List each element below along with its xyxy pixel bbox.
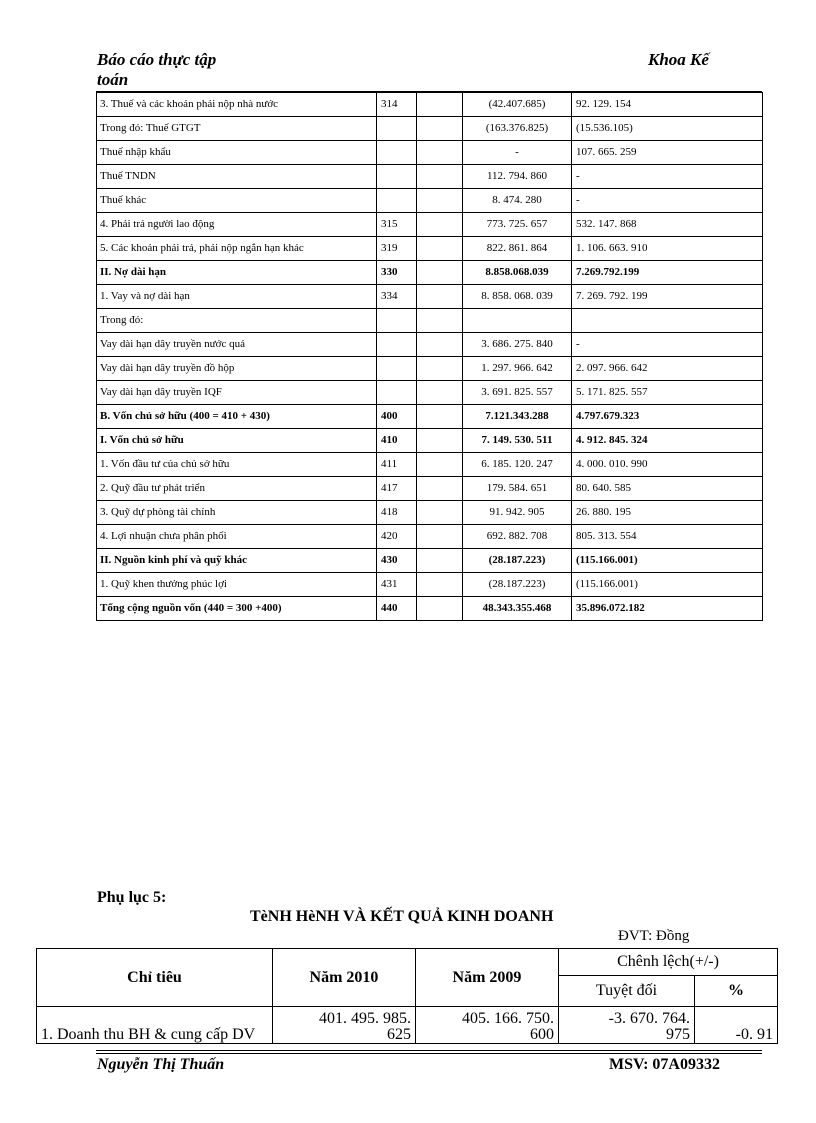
row-value-2009-a: 405. 166. 750.: [462, 1010, 554, 1027]
row-value-2010: [463, 309, 572, 333]
header-difference: Chênh lệch(+/-): [559, 949, 778, 976]
row-value-2009-b: 600: [530, 1026, 554, 1043]
row-code: 430: [377, 549, 417, 573]
business-results-table: [36, 948, 778, 1044]
row-note: [417, 405, 463, 429]
row-code: [377, 309, 417, 333]
table-row: [97, 597, 763, 621]
table-row: [97, 525, 763, 549]
row-value-2010-a: 401. 495. 985.: [319, 1010, 411, 1027]
row-value-2010: 7.121.343.288: [463, 405, 572, 429]
row-value-2009: 4.797.679.323: [572, 405, 763, 429]
table-row: [97, 405, 763, 429]
row-value-2009: 26. 880. 195: [572, 501, 763, 525]
row-code: 315: [377, 213, 417, 237]
table-row: [97, 429, 763, 453]
row-value-2009: (15.536.105): [572, 117, 763, 141]
row-label: 1. Vốn đầu tư của chủ sở hữu: [97, 453, 377, 477]
table-row: [97, 549, 763, 573]
row-value-2009: 5. 171. 825. 557: [572, 381, 763, 405]
row-code: 314: [377, 93, 417, 117]
row-label: 1. Quỹ khen thưởng phúc lợi: [97, 573, 377, 597]
row-value-2009: 4. 912. 845. 324: [572, 429, 763, 453]
row-value-2010: 3. 686. 275. 840: [463, 333, 572, 357]
row-note: [417, 165, 463, 189]
row-note: [417, 573, 463, 597]
row-note: [417, 381, 463, 405]
row-code: [377, 117, 417, 141]
row-value-2010: 3. 691. 825. 557: [463, 381, 572, 405]
row-note: [417, 501, 463, 525]
row-value-2009: (115.166.001): [572, 549, 763, 573]
table-row: [97, 309, 763, 333]
footer-author: Nguyễn Thị Thuấn: [97, 1056, 225, 1073]
footer-rule: [96, 1050, 762, 1051]
table-row: [97, 213, 763, 237]
row-note: [417, 453, 463, 477]
table-row: [97, 237, 763, 261]
row-note: [417, 549, 463, 573]
table-row: [97, 501, 763, 525]
row-note: [417, 189, 463, 213]
row-value-2009: 532. 147. 868: [572, 213, 763, 237]
row-note: [417, 525, 463, 549]
table-row: [97, 141, 763, 165]
row-code: 431: [377, 573, 417, 597]
table-row: [97, 189, 763, 213]
row-code: 420: [377, 525, 417, 549]
table-row: [97, 477, 763, 501]
row-note: [417, 237, 463, 261]
row-value-2009: -: [572, 165, 763, 189]
table-row: [97, 357, 763, 381]
row-label: 1. Doanh thu BH & cung cấp DV: [37, 1007, 273, 1044]
row-code: 417: [377, 477, 417, 501]
row-value-percent: -0. 91: [695, 1007, 778, 1044]
row-label: II. Nợ dài hạn: [97, 261, 377, 285]
row-value-2010: -: [463, 141, 572, 165]
row-value-2010: 91. 942. 905: [463, 501, 572, 525]
row-note: [417, 309, 463, 333]
row-value-2009: 92. 129. 154: [572, 93, 763, 117]
row-note: [417, 213, 463, 237]
header-title: [97, 50, 216, 90]
header-indicator: Chỉ tiêu: [37, 949, 273, 1007]
row-value-2009: (115.166.001): [572, 573, 763, 597]
row-value-2009: 1. 106. 663. 910: [572, 237, 763, 261]
row-value-absolute: [559, 1007, 695, 1044]
row-value-2010: [273, 1007, 416, 1044]
table-row: [97, 453, 763, 477]
row-label: I. Vốn chủ sở hữu: [97, 429, 377, 453]
row-value-2009: 2. 097. 966. 642: [572, 357, 763, 381]
header-absolute: Tuyệt đối: [559, 976, 695, 1007]
row-note: [417, 117, 463, 141]
header-title-line2: toán: [97, 70, 129, 89]
row-label: Thuế TNDN: [97, 165, 377, 189]
row-value-2009: [416, 1007, 559, 1044]
table-row: [97, 93, 763, 117]
row-value-2010: 1. 297. 966. 642: [463, 357, 572, 381]
row-label: 4. Phải trả người lao động: [97, 213, 377, 237]
row-value-2009: 7. 269. 792. 199: [572, 285, 763, 309]
row-code: 330: [377, 261, 417, 285]
row-code: 411: [377, 453, 417, 477]
row-value-2010: 8. 474. 280: [463, 189, 572, 213]
row-label: 2. Quỹ đầu tư phát triển: [97, 477, 377, 501]
header-year-2009: Năm 2009: [416, 949, 559, 1007]
row-label: 4. Lợi nhuận chưa phân phối: [97, 525, 377, 549]
table-row: [97, 333, 763, 357]
row-value-2009: 35.896.072.182: [572, 597, 763, 621]
row-value-2009: -: [572, 189, 763, 213]
row-value-2009: 80. 640. 585: [572, 477, 763, 501]
row-value-2010: 773. 725. 657: [463, 213, 572, 237]
row-code: 319: [377, 237, 417, 261]
row-label: Vay dài hạn dây truyền đồ hộp: [97, 357, 377, 381]
row-value-2010: 112. 794. 860: [463, 165, 572, 189]
row-value-2010: 8.858.068.039: [463, 261, 572, 285]
table-row: [97, 381, 763, 405]
row-label: B. Vốn chủ sở hữu (400 = 410 + 430): [97, 405, 377, 429]
row-value-2010: (28.187.223): [463, 549, 572, 573]
row-note: [417, 285, 463, 309]
row-note: [417, 261, 463, 285]
row-value-2009: 7.269.792.199: [572, 261, 763, 285]
table-row: [97, 165, 763, 189]
balance-sheet-table: [96, 92, 763, 621]
row-code: [377, 381, 417, 405]
row-code: [377, 141, 417, 165]
row-code: [377, 357, 417, 381]
row-value-2010-b: 625: [387, 1026, 411, 1043]
row-code: 418: [377, 501, 417, 525]
table-row: [37, 1007, 778, 1044]
row-value-2010: 822. 861. 864: [463, 237, 572, 261]
row-note: [417, 141, 463, 165]
row-value-2010: 48.343.355.468: [463, 597, 572, 621]
table-row: [97, 117, 763, 141]
row-note: [417, 477, 463, 501]
row-value-2010: (28.187.223): [463, 573, 572, 597]
footer-student-id: MSV: 07A09332: [609, 1056, 720, 1073]
row-value-2009: 805. 313. 554: [572, 525, 763, 549]
row-label: Thuế khác: [97, 189, 377, 213]
row-value-2010: 6. 185. 120. 247: [463, 453, 572, 477]
row-value-2009: 4. 000. 010. 990: [572, 453, 763, 477]
row-code: [377, 165, 417, 189]
row-value-2010: 7. 149. 530. 511: [463, 429, 572, 453]
row-value-2009: [572, 309, 763, 333]
row-code: 440: [377, 597, 417, 621]
row-label: 3. Quỹ dự phòng tài chính: [97, 501, 377, 525]
row-label: 5. Các khoản phải trả, phải nộp ngắn hạn khác: [97, 237, 377, 261]
table-row: [97, 285, 763, 309]
row-label: 1. Vay và nợ dài hạn: [97, 285, 377, 309]
row-note: [417, 357, 463, 381]
row-label: Trong đó:: [97, 309, 377, 333]
appendix-label: Phụ lục 5:: [97, 889, 167, 906]
header-percent: %: [695, 976, 778, 1007]
unit-label: ĐVT: Đồng: [618, 928, 690, 944]
row-code: 410: [377, 429, 417, 453]
row-label: Tổng cộng nguồn vốn (440 = 300 +400): [97, 597, 377, 621]
header-year-2010: Năm 2010: [273, 949, 416, 1007]
row-label: Vay dài hạn dây truyền IQF: [97, 381, 377, 405]
header-title-line1: Báo cáo thực tập: [97, 50, 217, 69]
report-title: TèNH HèNH VÀ KẾT QUẢ KINH DOANH: [250, 908, 554, 925]
row-value-2010: (163.376.825): [463, 117, 572, 141]
row-label: Vay dài hạn dây truyền nước quả: [97, 333, 377, 357]
row-code: [377, 333, 417, 357]
row-value-2010: 692. 882. 708: [463, 525, 572, 549]
row-value-2009: 107. 665. 259: [572, 141, 763, 165]
row-label: Thuế nhập khẩu: [97, 141, 377, 165]
row-code: 334: [377, 285, 417, 309]
row-note: [417, 93, 463, 117]
row-note: [417, 597, 463, 621]
row-value-2010: (42.407.685): [463, 93, 572, 117]
header-faculty: Khoa Kế: [648, 50, 709, 69]
row-label: 3. Thuế và các khoản phải nộp nhà nước: [97, 93, 377, 117]
row-note: [417, 429, 463, 453]
footer-rule-double: [96, 1053, 762, 1054]
row-label: II. Nguồn kinh phí và quỹ khác: [97, 549, 377, 573]
row-code: [377, 189, 417, 213]
row-label: Trong đó: Thuế GTGT: [97, 117, 377, 141]
row-value-absolute-a: -3. 670. 764.: [608, 1010, 690, 1027]
row-code: 400: [377, 405, 417, 429]
row-value-2010: 179. 584. 651: [463, 477, 572, 501]
row-value-2009: -: [572, 333, 763, 357]
row-value-absolute-b: 975: [666, 1026, 690, 1043]
row-note: [417, 333, 463, 357]
table-row: [97, 573, 763, 597]
table-row: [97, 261, 763, 285]
row-value-2010: 8. 858. 068. 039: [463, 285, 572, 309]
balance-sheet-body: [97, 93, 763, 621]
